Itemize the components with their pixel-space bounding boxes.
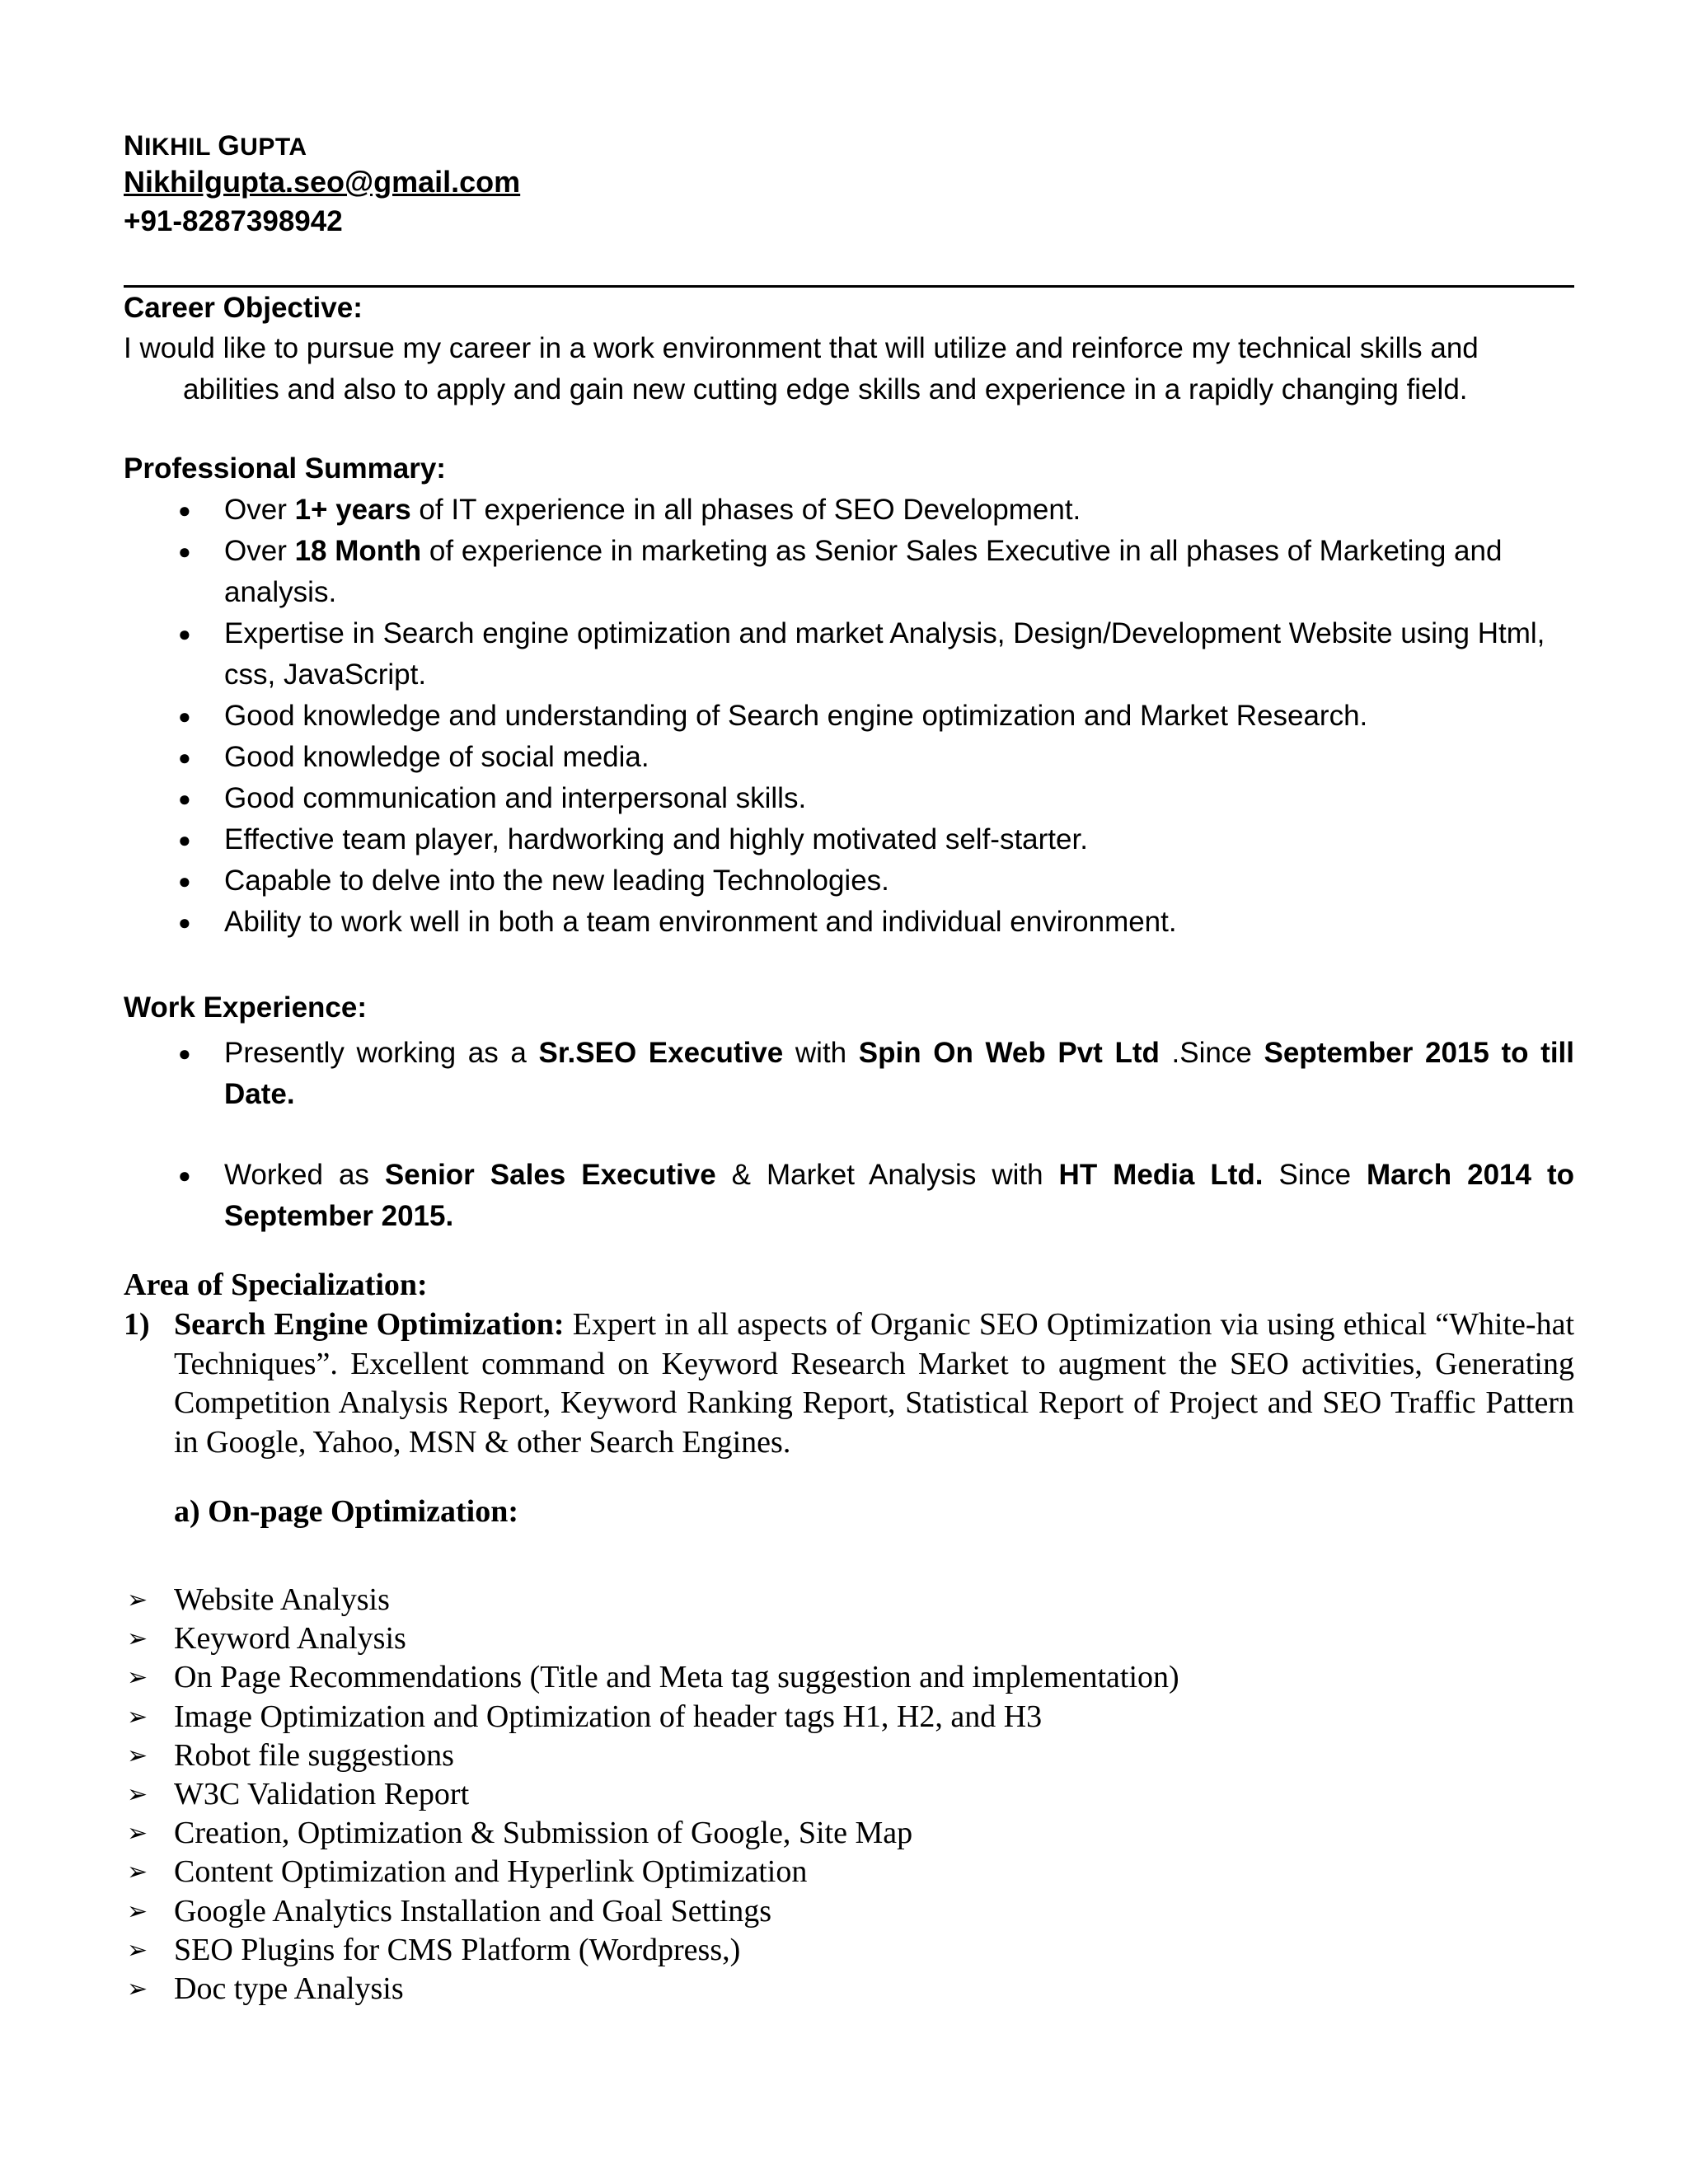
specialization-seo-title: Search Engine Optimization: <box>174 1307 565 1342</box>
list-item: ➢ On Page Recommendations (Title and Meta tag suggestion and implementation) <box>124 1658 1574 1697</box>
bullet-icon: ● <box>178 539 191 564</box>
list-item: ➢ Robot file suggestions <box>124 1736 1574 1775</box>
work-item-spin-on-web: ● Presently working as a Sr.SEO Executive with Spin On Web Pvt Ltd .Since September 2015 to till Date. <box>124 1033 1574 1115</box>
arrow-bullet-icon: ➢ <box>127 1741 148 1770</box>
arrow-bullet-icon: ➢ <box>127 1975 148 2004</box>
career-objective-line2: abilities and also to apply and gain new cutting edge skills and experience in a rapidly changing field. <box>183 373 1468 405</box>
professional-summary-heading: Professional Summary: <box>124 452 446 485</box>
list-item: ● Over 18 Month of experience in marketing as Senior Sales Executive in all phases of Marketing and analysis. <box>124 531 1574 613</box>
bullet-icon: ● <box>178 1041 191 1066</box>
specialization-number: 1) <box>124 1307 150 1342</box>
arrow-bullet-icon: ➢ <box>127 1896 148 1926</box>
list-item: ● Good communication and interpersonal skills. <box>124 778 1574 819</box>
professional-summary-list <box>124 490 1574 943</box>
list-item: ➢ W3C Validation Report <box>124 1775 1574 1814</box>
list-item: ● Good knowledge and understanding of Search engine optimization and Market Research. <box>124 696 1574 737</box>
specialization-seo-text: Expert in all aspects of Organic SEO Optimization via using ethical “White-hat Techniques”. Excellent command on Keyword Research Market to augment the SEO activities, Generating Competition Analysis Report, Keyword Ranking Report, Statistical Report of Project and SEO Traffic Pattern in Google, Yahoo, MSN & other Search Engines. <box>174 1307 1574 1460</box>
work-experience-list-2 <box>124 1155 1574 1237</box>
list-item: ➢ Keyword Analysis <box>124 1619 1574 1658</box>
list-item: ● Over 1+ years of IT experience in all phases of SEO Development. <box>124 490 1574 531</box>
work-item-ht-media: ● Worked as Senior Sales Executive & Market Analysis with HT Media Ltd. Since March 2014 to September 2015. <box>124 1155 1574 1237</box>
bullet-icon: ● <box>178 1163 191 1188</box>
specialization-seo <box>124 1305 1574 1462</box>
bullet-icon: ● <box>178 827 191 852</box>
work-experience-heading: Work Experience: <box>124 991 368 1024</box>
email-link[interactable]: Nikhilgupta.seo@gmail.com <box>124 165 521 199</box>
work-experience-list <box>124 1033 1574 1115</box>
arrow-bullet-icon: ➢ <box>127 1780 148 1810</box>
list-item: ➢ Content Optimization and Hyperlink Optimization <box>124 1853 1574 1891</box>
list-item: ➢ SEO Plugins for CMS Platform (Wordpress,) <box>124 1931 1574 1970</box>
career-objective-text <box>124 328 1574 410</box>
specialization-heading: Area of Specialization: <box>124 1268 428 1302</box>
list-item: ➢ Image Optimization and Optimization of header tags H1, H2, and H3 <box>124 1698 1574 1736</box>
bullet-icon: ● <box>178 498 191 523</box>
bullet-icon: ● <box>178 621 191 646</box>
list-item: ● Capable to delve into the new leading Technologies. <box>124 860 1574 902</box>
bullet-icon: ● <box>178 869 191 893</box>
arrow-bullet-icon: ➢ <box>127 1663 148 1693</box>
list-item: ● Effective team player, hardworking and highly motivated self-starter. <box>124 819 1574 860</box>
list-item: ● Expertise in Search engine optimization and market Analysis, Design/Development Website using Html, css, JavaScript. <box>124 613 1574 696</box>
career-objective-heading: Career Objective: <box>124 292 363 324</box>
candidate-name: NIKHIL GUPTA <box>124 130 307 162</box>
arrow-bullet-icon: ➢ <box>127 1858 148 1887</box>
bullet-icon: ● <box>178 745 191 770</box>
onpage-optimization-heading: a) On-page Optimization: <box>174 1494 518 1529</box>
header-divider <box>124 285 1574 288</box>
resume-page <box>124 0 1574 2184</box>
list-item: ● Good knowledge of social media. <box>124 737 1574 778</box>
arrow-bullet-icon: ➢ <box>127 1702 148 1732</box>
bullet-icon: ● <box>178 910 191 935</box>
list-item: ➢ Website Analysis <box>124 1581 1574 1619</box>
arrow-bullet-icon: ➢ <box>127 1624 148 1654</box>
specialization-seo-body <box>124 1305 1574 1462</box>
list-item: ➢ Doc type Analysis <box>124 1970 1574 2008</box>
list-item: ➢ Google Analytics Installation and Goal Settings <box>124 1892 1574 1931</box>
bullet-icon: ● <box>178 704 191 729</box>
list-item: ● Ability to work well in both a team environment and individual environment. <box>124 902 1574 943</box>
onpage-optimization-list <box>124 1581 1574 2008</box>
arrow-bullet-icon: ➢ <box>127 1819 148 1849</box>
list-item: ➢ Creation, Optimization & Submission of Google, Site Map <box>124 1814 1574 1853</box>
phone-number: +91-8287398942 <box>124 205 343 237</box>
arrow-bullet-icon: ➢ <box>127 1586 148 1615</box>
bullet-icon: ● <box>178 786 191 811</box>
career-objective-line1: I would like to pursue my career in a work environment that will utilize and reinforce my technical skills and <box>124 332 1479 364</box>
arrow-bullet-icon: ➢ <box>127 1935 148 1965</box>
